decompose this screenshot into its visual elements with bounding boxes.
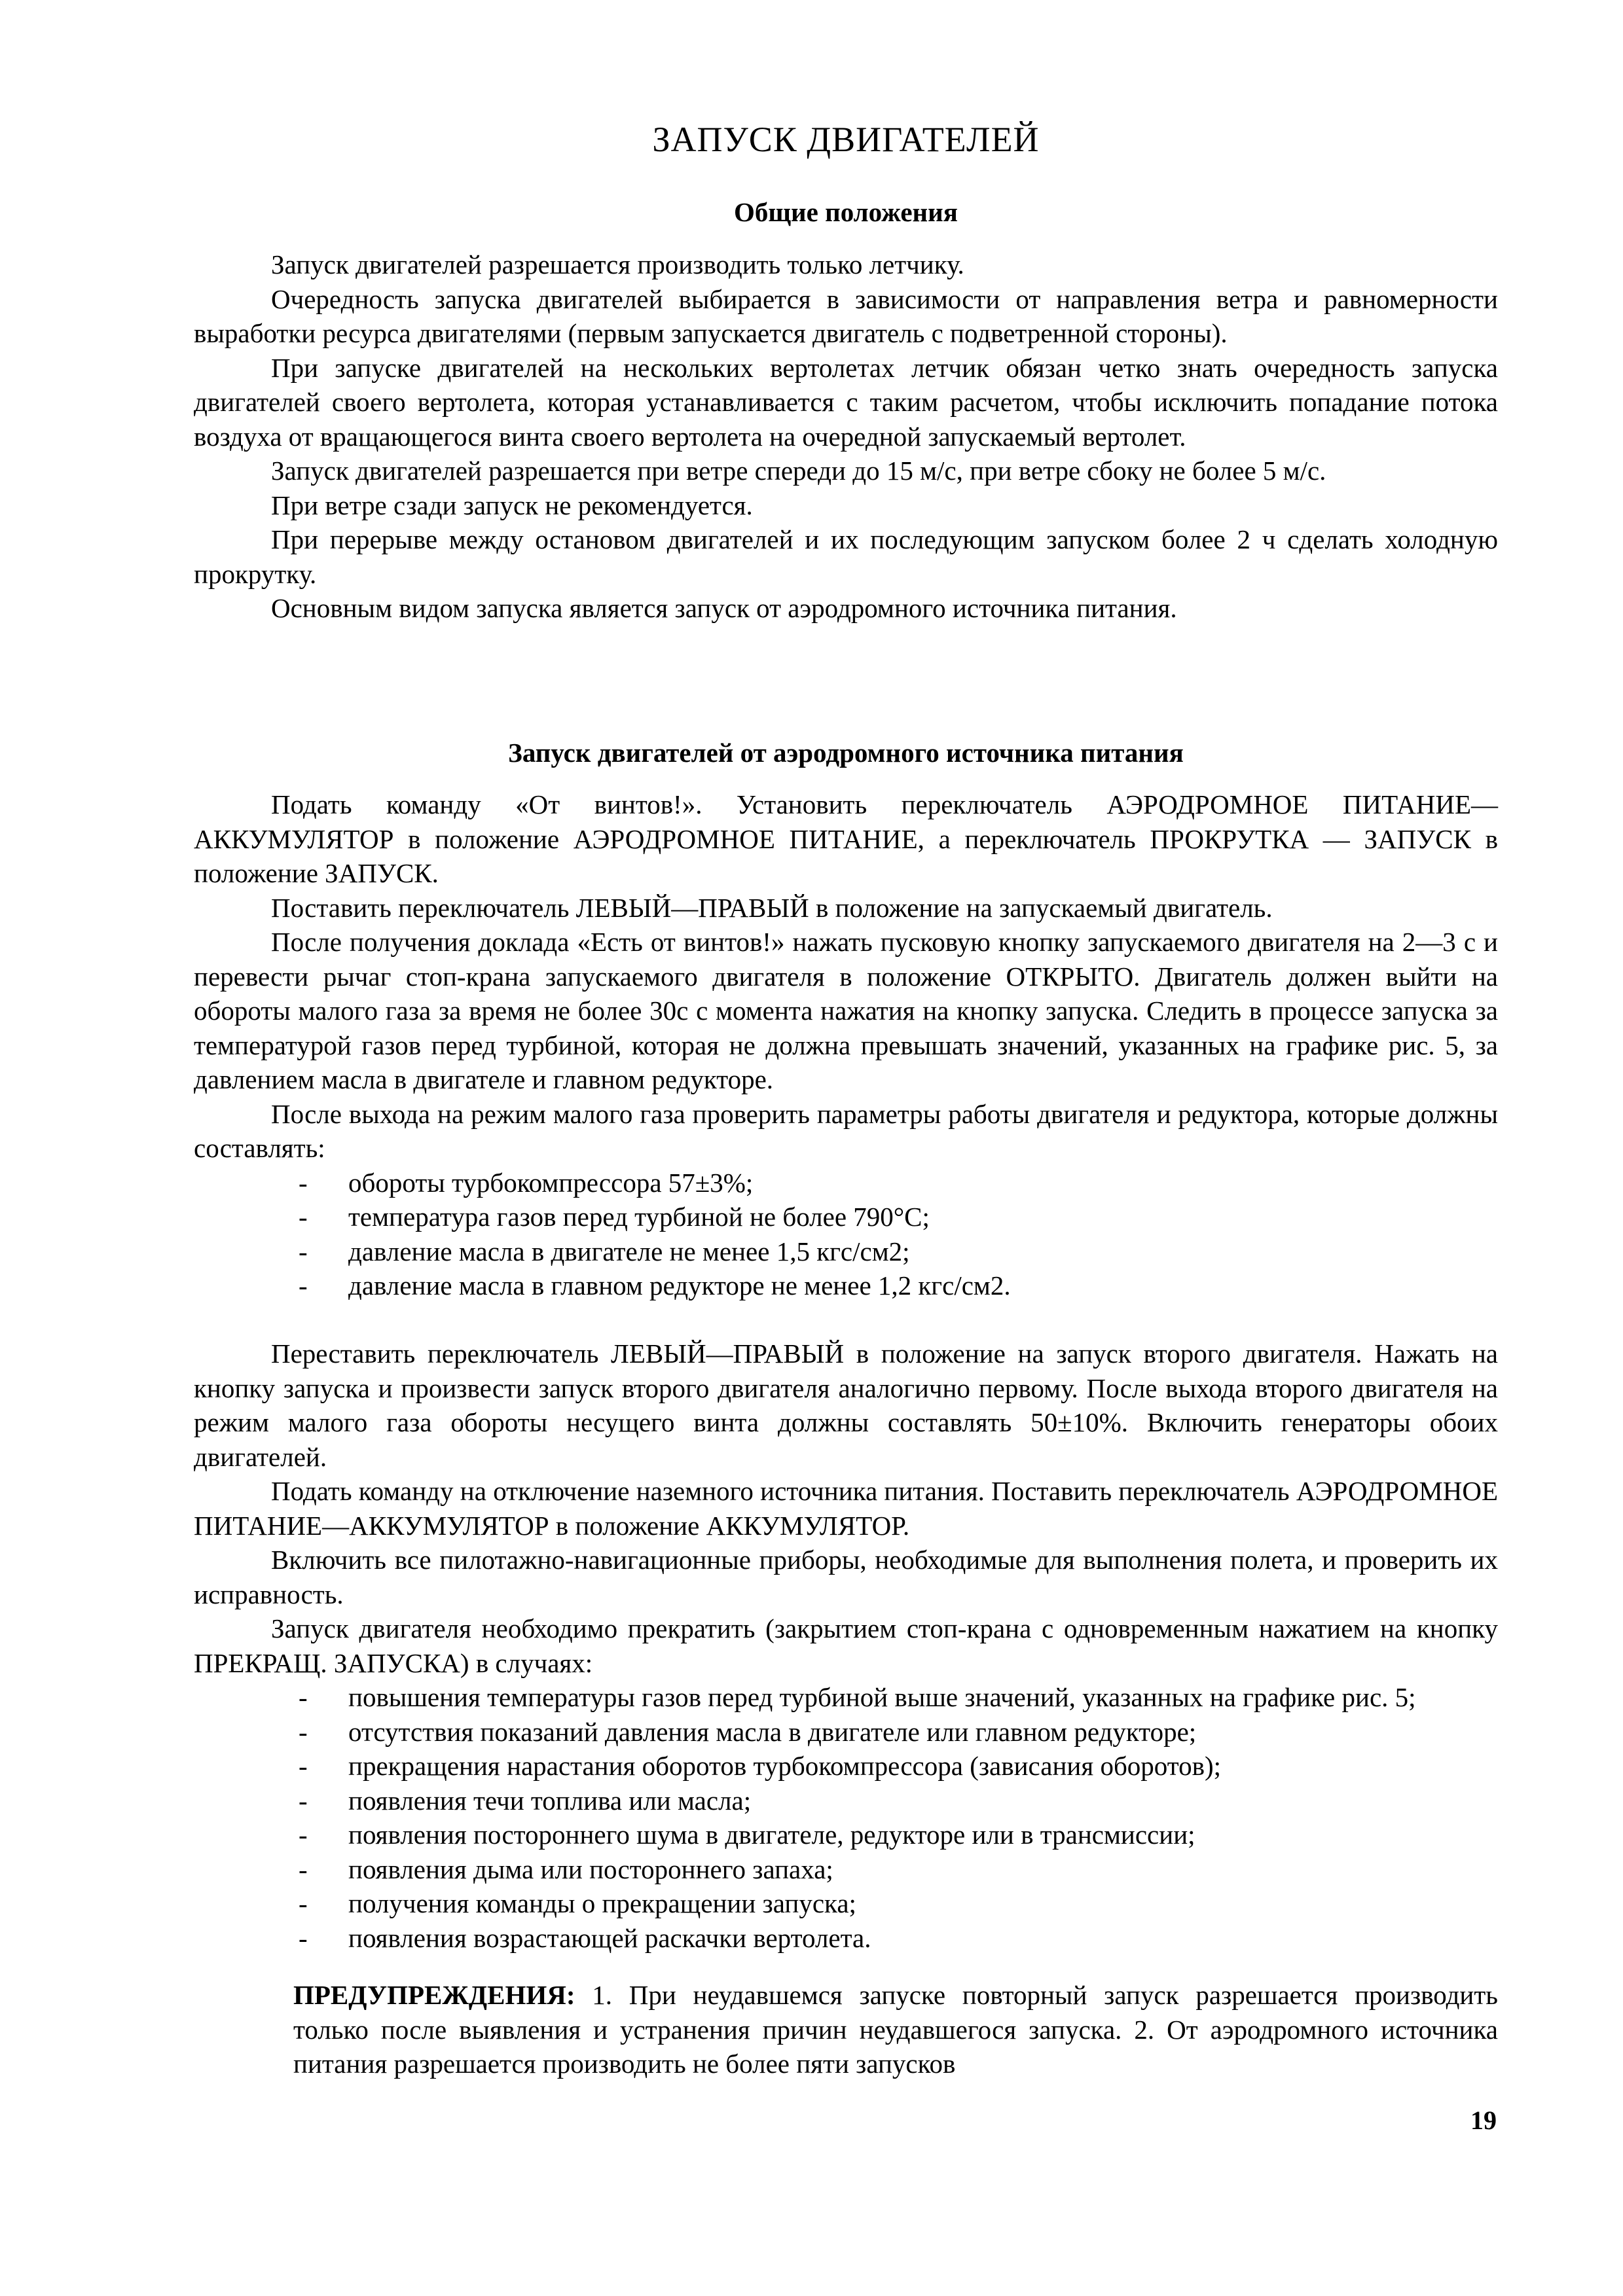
paragraph: Подать команду «От винтов!». Установить переключатель АЭРОДРОМНОЕ ПИТАНИЕ—АККУМУЛЯТОР в положение АЭРОДРОМНОЕ ПИТАНИЕ, а переключатель ПРОКРУТКА — ЗАПУСК в положение ЗАПУСК. [194,789,1498,888]
list-item: - температура газов перед турбиной не более 790°С; [194,1200,1498,1234]
section-general-body [194,247,1498,626]
list-item: - отсутствия показаний давления масла в двигателе или главном редукторе; [194,1715,1498,1749]
section-ground-power-body [194,787,1498,1303]
paragraph: Основным видом запуска является запуск от аэродромного источника питания. [271,593,1177,623]
list-item: - обороты турбокомпрессора 57±3%; [194,1166,1498,1200]
paragraph: Поставить переключатель ЛЕВЫЙ—ПРАВЫЙ в положение на запускаемый двигатель. [271,892,1273,923]
list-item: - появления постороннего шума в двигателе, редукторе или в трансмиссии; [194,1818,1498,1852]
section-heading-ground-power: Запуск двигателей от аэродромного источника питания [508,738,1184,768]
list-item: - прекращения нарастания оборотов турбокомпрессора (зависания оборотов); [194,1749,1498,1784]
abort-cases-list [194,1680,1498,1955]
paragraph: Запуск двигателя необходимо прекратить (закрытием стоп-крана с одновременным нажатием на кнопку ПРЕКРАЩ. ЗАПУСКА) в случаях: [194,1613,1498,1678]
paragraph: Переставить переключатель ЛЕВЫЙ—ПРАВЫЙ в положение на запуск второго двигателя. Нажать на кнопку запуска и произвести запуск второго двигателя аналогично первому. После выхода второго двигателя на режим малого газа обороты несущего винта должны составлять 50±10%. Включить генераторы обоих двигателей. [194,1338,1498,1472]
list-item: - появления течи топлива или масла; [194,1784,1498,1818]
paragraph: Запуск двигателей разрешается производить только летчику. [271,249,964,279]
warning-paragraph [293,1978,1498,2081]
list-item: - давление масла в двигателе не менее 1,5 кгс/см2; [194,1234,1498,1269]
section-second-engine-body [194,1336,1498,1955]
list-item: - появления возрастающей раскачки вертолета. [194,1921,1498,1956]
list-item: - давление масла в главном редукторе не менее 1,2 кгс/см2. [194,1268,1498,1303]
warning-text: 1. При неудавшемся запуске повторный запуск разрешается производить только после выявления и устранения причин неудавшегося запуска. 2. От аэродромного источника питания разрешается производить не более пяти запусков [293,1980,1498,2079]
page-number: 19 [1470,2106,1497,2135]
paragraph: Запуск двигателей разрешается при ветре спереди до 15 м/с, при ветре сбоку не более 5 м/с. [271,456,1326,486]
list-item: - повышения температуры газов перед турбиной выше значений, указанных на графике рис. 5; [194,1680,1498,1715]
paragraph: Подать команду на отключение наземного источника питания. Поставить переключатель АЭРОДРОМНОЕ ПИТАНИЕ—АККУМУЛЯТОР в положение АККУМУЛЯТОР. [194,1476,1498,1541]
list-item: - получения команды о прекращении запуска; [194,1886,1498,1921]
list-item: - появления дыма или постороннего запаха; [194,1852,1498,1887]
paragraph: Очередность запуска двигателей выбирается в зависимости от направления ветра и равномерности выработки ресурса двигателями (первым запускается двигатель с подветренной стороны). [194,283,1498,348]
paragraph: При перерыве между остановом двигателей и их последующим запуском более 2 ч сделать холодную прокрутку. [194,524,1498,589]
warning-block [194,1978,1498,2081]
paragraph: При ветре сзади запуск не рекомендуется. [271,490,753,520]
warning-label: ПРЕДУПРЕЖДЕНИЯ: [293,1980,575,2010]
page-title: ЗАПУСК ДВИГАТЕЛЕЙ [652,120,1040,159]
paragraph: После получения доклада «Есть от винтов!» нажать пусковую кнопку запускаемого двигателя на 2—3 с и перевести рычаг стоп-крана запускаемого двигателя в положение ОТКРЫТО. Двигатель должен выйти на обороты малого газа за время не более 30с с момента нажатия на кнопку запуска. Следить в процессе запуска за температурой газов перед турбиной, которая не должна превышать значений, указанных на графике рис. 5, за давлением масла в двигателе и главном редукторе. [194,927,1498,1094]
section-heading-general: Общие положения [734,197,958,227]
paragraph: Включить все пилотажно-навигационные приборы, необходимые для выполнения полета, и проверить их исправность. [194,1545,1498,1609]
paragraph: После выхода на режим малого газа проверить параметры работы двигателя и редуктора, которые должны составлять: [194,1098,1498,1163]
parameters-list [194,1166,1498,1303]
paragraph: При запуске двигателей на нескольких вертолетах летчик обязан четко знать очередность запуска двигателей своего вертолета, которая устанавливается с таким расчетом, чтобы исключить попадание потока воздуха от вращающегося винта своего вертолета на очередной запускаемый вертолет. [194,352,1498,452]
